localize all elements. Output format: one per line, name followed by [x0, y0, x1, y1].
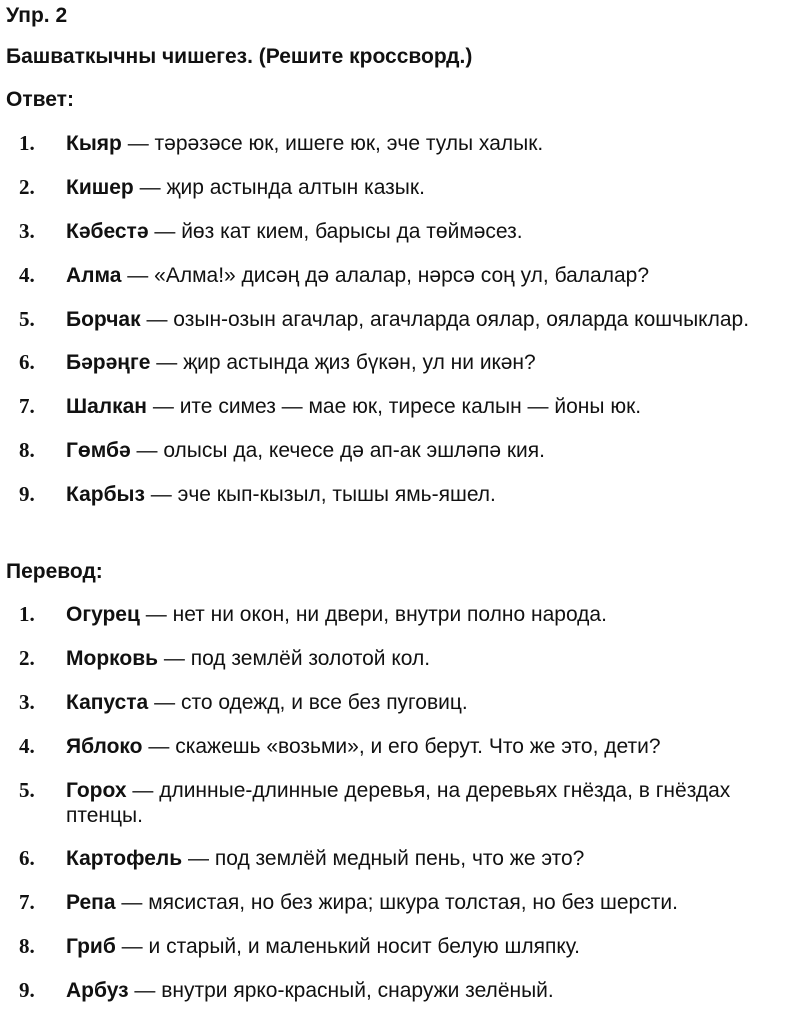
item-word: Капуста [66, 691, 149, 714]
item-word: Гриб [66, 935, 116, 958]
item-dash: — [188, 847, 215, 870]
item-dash: — [132, 779, 160, 802]
translation-heading: Перевод: [6, 560, 103, 583]
item-word: Борчак [66, 308, 141, 331]
list-item [0, 934, 800, 959]
item-number: 8. [19, 438, 35, 462]
item-text: йөз кат кием, барысы да төймәсез. [181, 220, 523, 243]
list-item [0, 778, 800, 828]
item-text: эче кып-кызыл, тышы ямь-яшел. [177, 483, 496, 506]
item-number: 4. [19, 263, 35, 287]
list-item [0, 734, 800, 759]
list-item [0, 978, 800, 1003]
item-number: 3. [19, 690, 35, 714]
list-item [0, 690, 800, 715]
item-number: 9. [19, 978, 35, 1002]
list-item [0, 175, 800, 200]
item-text: под землёй золотой кол. [190, 647, 431, 670]
item-word: Яблоко [66, 735, 143, 758]
item-dash: — [127, 132, 155, 155]
list-item [0, 602, 800, 627]
list-item [0, 482, 800, 507]
item-number: 6. [19, 846, 35, 870]
item-dash: — [136, 439, 164, 462]
exercise-title: Упр. 2 [6, 4, 68, 27]
item-word: Бәрәңге [66, 351, 151, 374]
item-word: Шалкан [66, 395, 147, 418]
list-item [0, 646, 800, 671]
item-word: Кыяр [66, 132, 122, 155]
item-text: озын-озын агачлар, агачларда оялар, ояларда кошчыклар. [173, 308, 750, 331]
list-item [0, 263, 800, 288]
item-text: сто одежд, и все без пуговиц. [180, 691, 468, 714]
item-text: олысы да, кечесе дә ап-ак эшләпә кия. [163, 439, 545, 462]
item-word: Горох [66, 779, 127, 802]
item-number: 2. [19, 646, 35, 670]
item-text: мясистая, но без жира; шкура толстая, но без шерсти. [148, 891, 678, 914]
item-number: 1. [19, 131, 35, 155]
item-number: 6. [19, 350, 35, 374]
item-dash: — [154, 220, 182, 243]
item-word: Огурец [66, 603, 140, 626]
exercise-task: Башваткычны чишегез. (Решите кроссворд.) [6, 45, 473, 68]
item-text: внутри ярко-красный, снаружи зелёный. [161, 979, 554, 1002]
item-number: 7. [19, 890, 35, 914]
item-word: Картофель [66, 847, 183, 870]
item-text: нет ни окон, ни двери, внутри полно народа. [172, 603, 607, 626]
item-text: җир астында алтын казык. [166, 176, 425, 199]
answer-heading: Ответ: [6, 88, 74, 111]
item-text: длинные-длинные деревья, на деревьях гнёзда, в гнёздах птенцы. [66, 779, 731, 827]
item-dash: — [148, 735, 176, 758]
list-item [0, 219, 800, 244]
item-number: 8. [19, 934, 35, 958]
item-dash: — [127, 264, 155, 287]
item-dash: — [152, 395, 180, 418]
item-number: 5. [19, 778, 35, 802]
translation-list [0, 602, 800, 1022]
item-number: 3. [19, 219, 35, 243]
item-dash: — [146, 308, 174, 331]
item-dash: — [145, 603, 173, 626]
answer-list [0, 131, 800, 526]
item-dash: — [163, 647, 191, 670]
item-word: Гөмбә [66, 439, 131, 462]
item-text: и старый, и маленький носит белую шляпку. [148, 935, 581, 958]
item-dash: — [121, 891, 149, 914]
item-word: Репа [66, 891, 116, 914]
item-dash: — [156, 351, 184, 374]
list-item [0, 890, 800, 915]
item-word: Арбуз [66, 979, 129, 1002]
item-text: под землёй медный пень, что же это? [214, 847, 585, 870]
item-dash: — [154, 691, 181, 714]
item-dash: — [121, 935, 149, 958]
item-text: ите симез — мае юк, тиресе калын — йоны юк. [179, 395, 642, 418]
list-item [0, 350, 800, 375]
item-dash: — [139, 176, 167, 199]
item-number: 1. [19, 602, 35, 626]
item-dash: — [134, 979, 162, 1002]
item-word: Морковь [66, 647, 159, 670]
item-number: 7. [19, 394, 35, 418]
item-dash: — [150, 483, 178, 506]
item-number: 2. [19, 175, 35, 199]
item-text: скажешь «возьми», и его берут. Что же это, дети? [175, 735, 661, 758]
item-text: «Алма!» дисәң дә алалар, нәрсә соң ул, балалар? [154, 264, 650, 287]
item-word: Карбыз [66, 483, 145, 506]
item-number: 5. [19, 307, 35, 331]
item-text: тәрәзәсе юк, ишеге юк, эче тулы халык. [154, 132, 544, 155]
item-word: Кәбестә [66, 220, 149, 243]
item-text: җир астында җиз бүкән, ул ни икән? [183, 351, 536, 374]
list-item [0, 846, 800, 871]
list-item [0, 394, 800, 419]
list-item [0, 307, 800, 332]
item-word: Алма [66, 264, 122, 287]
item-number: 9. [19, 482, 35, 506]
item-number: 4. [19, 734, 35, 758]
list-item [0, 438, 800, 463]
list-item [0, 131, 800, 156]
item-word: Кишер [66, 176, 134, 199]
